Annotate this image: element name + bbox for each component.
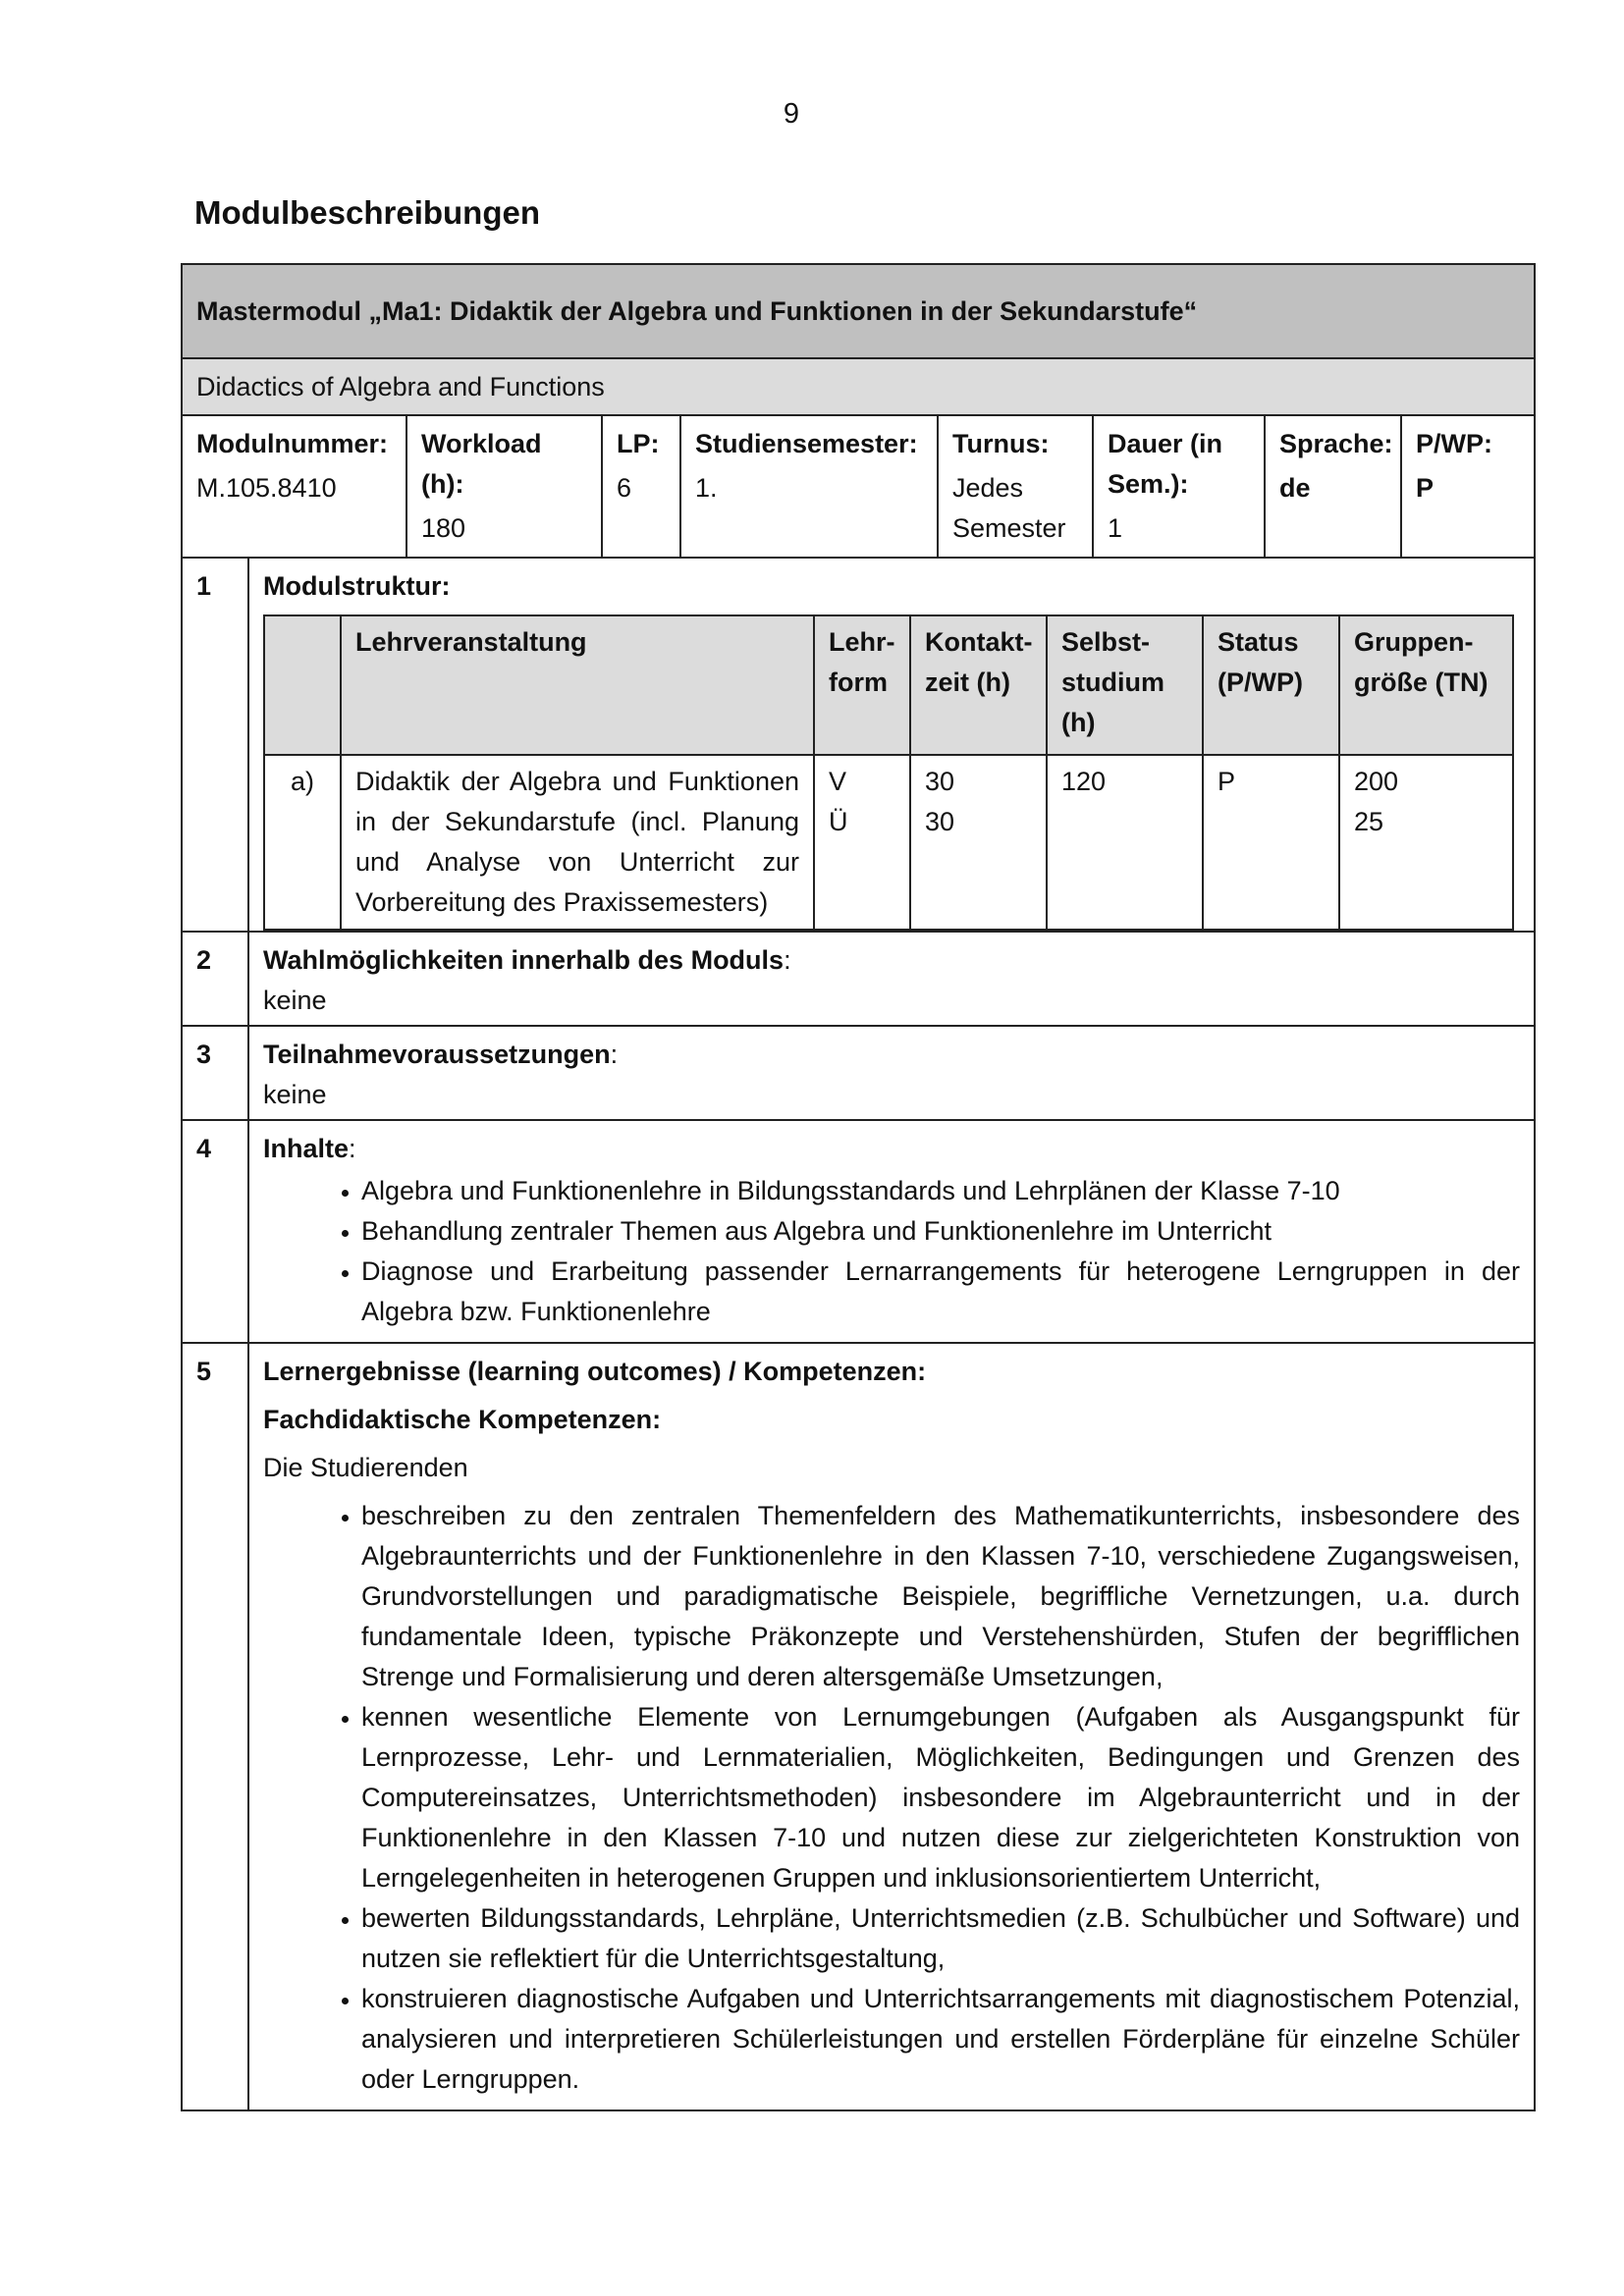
- module-description: [181, 263, 1534, 2111]
- module-subtitle: Didactics of Algebra and Functions: [182, 358, 1535, 415]
- list-item: • kennen wesentliche Elemente von Lernumgebungen (Aufgaben als Ausgangspunkt für Lernprozesse, Lehr- und Lernmaterialien, Möglichkeiten, Bedingungen und Grenzen des Computereinsatzes, Unterrichtsmethoden) insbesondere im Algebraunterricht und in der Funktionenlehre in den Klassen 7-10 und nutzen diese zur zielgerichteten Konstruktion von Lerngelegenheiten in heterogenen Gruppen und inklusionsorientiertem Unterricht,: [361, 1697, 1520, 1898]
- list-item: • Diagnose und Erarbeitung passender Lernarrangements für heterogene Lerngruppen in der Algebra bzw. Funktionenlehre: [361, 1252, 1520, 1332]
- meta-lp: [602, 416, 680, 557]
- list-item: • konstruieren diagnostische Aufgaben und Unterrichtsarrangements mit diagnostischem Potenzial, analysieren und interpretieren Schülerleistungen und erstellen Förderpläne für einzelne Schüler oder Lerngruppen.: [361, 1979, 1520, 2100]
- pwp-value: P: [1416, 473, 1435, 503]
- list-item: • Algebra und Funktionenlehre in Bildungsstandards und Lehrplänen der Klasse 7-10: [361, 1171, 1520, 1211]
- header-gruppe: Gruppen-größe (TN): [1339, 615, 1513, 755]
- section-4-list: [263, 1171, 1520, 1332]
- header-lehrveranstaltung: Lehrveranstaltung: [341, 615, 814, 755]
- section-5-sublabel: Fachdidaktische Kompetenzen:: [263, 1405, 662, 1434]
- meta-pwp: [1401, 416, 1536, 557]
- section-5-list: [263, 1496, 1520, 2100]
- meta-turnus: [938, 416, 1093, 557]
- section-3-label: Teilnahmevoraussetzungen: [263, 1040, 611, 1069]
- section-2-number: 2: [182, 932, 248, 1026]
- row-id: a): [264, 755, 341, 930]
- row-lehrform-2: Ü: [829, 807, 848, 836]
- dauer-label: Dauer (in Sem.):: [1108, 429, 1223, 499]
- workload-value: 180: [421, 513, 466, 543]
- meta-sprache: [1265, 416, 1401, 557]
- turnus-value: Jedes Semester: [952, 473, 1066, 543]
- section-4-colon: :: [349, 1134, 356, 1163]
- section-2-label: Wahlmöglichkeiten innerhalb des Moduls: [263, 945, 785, 975]
- list-item: • Behandlung zentraler Themen aus Algebra und Funktionenlehre im Unterricht: [361, 1211, 1520, 1252]
- row-gruppe-1: 200: [1354, 767, 1399, 796]
- page-number: 9: [783, 98, 800, 130]
- section-3-value: keine: [263, 1080, 327, 1109]
- module-title: Mastermodul „Ma1: Didaktik der Algebra und Funktionen in der Sekundarstufe“: [182, 264, 1535, 358]
- meta-semester: [680, 416, 938, 557]
- meta-dauer: [1093, 416, 1265, 557]
- section-5-intro: Die Studierenden: [263, 1453, 468, 1482]
- section-3-number: 3: [182, 1026, 248, 1120]
- section-2-colon: :: [784, 945, 791, 975]
- semester-value: 1.: [695, 473, 718, 503]
- row-name: Didaktik der Algebra und Funktionen in der Sekundarstufe (incl. Planung und Analyse von Unterricht zur Vorbereitung des Praxissemesters): [341, 755, 814, 930]
- modulnummer-label: Modulnummer:: [196, 429, 388, 458]
- section-2-value: keine: [263, 986, 327, 1015]
- sprache-value: de: [1279, 473, 1311, 503]
- section-1-number: 1: [182, 558, 248, 932]
- workload-label: Workload (h):: [421, 429, 542, 499]
- turnus-label: Turnus:: [952, 429, 1050, 458]
- list-item: • bewerten Bildungsstandards, Lehrpläne, Unterrichtsmedien (z.B. Schulbücher und Software) und nutzen sie reflektiert für die Unterrichtsgestaltung,: [361, 1898, 1520, 1979]
- module-meta: [183, 416, 1536, 557]
- module-table: [181, 263, 1536, 2111]
- list-item: • beschreiben zu den zentralen Themenfeldern des Mathematikunterrichts, insbesondere des Algebraunterrichts und der Funktionenlehre in den Klassen 7-10, verschiedene Zugangsweisen, Grundvorstellungen und paradigmatische Beispiele, begriffliche Vernetzungen, u.a. durch fundamentale Ideen, typische Präkonzepte und Verstehenshürden, Stufen der begrifflichen Strenge und Formalisierung und deren altersgemäße Umsetzungen,: [361, 1496, 1520, 1697]
- section-4-number: 4: [182, 1120, 248, 1343]
- row-kontakt-2: 30: [925, 807, 955, 836]
- section-3-colon: :: [610, 1040, 619, 1069]
- row-status: P: [1203, 755, 1339, 930]
- pwp-label: P/WP:: [1416, 429, 1492, 458]
- section-5-number: 5: [182, 1343, 248, 2110]
- section-5-label: Lernergebnisse (learning outcomes) / Kompetenzen:: [263, 1357, 927, 1386]
- lp-label: LP:: [617, 429, 660, 458]
- page-heading: Modulbeschreibungen: [194, 194, 541, 231]
- row-lehrform-1: V: [829, 767, 847, 796]
- header-lehrform: Lehr-form: [814, 615, 910, 755]
- semester-label: Studiensemester:: [695, 429, 918, 458]
- lp-value: 6: [617, 473, 632, 503]
- row-gruppe-2: 25: [1354, 807, 1384, 836]
- row-selbst: 120: [1047, 755, 1203, 930]
- section-1-label: Modulstruktur:: [263, 571, 451, 601]
- modulnummer-value: M.105.8410: [196, 473, 337, 503]
- section-4-label: Inhalte: [263, 1134, 350, 1163]
- meta-modulnummer: [183, 416, 406, 557]
- header-selbststudium: Selbst-studium (h): [1047, 615, 1203, 755]
- header-status: Status (P/WP): [1203, 615, 1339, 755]
- table-row: [264, 755, 1513, 930]
- meta-workload: [406, 416, 602, 557]
- sprache-label: Sprache:: [1279, 429, 1393, 458]
- header-kontaktzeit: Kontakt-zeit (h): [910, 615, 1047, 755]
- module-structure-table: [263, 614, 1514, 931]
- row-kontakt-1: 30: [925, 767, 955, 796]
- dauer-value: 1: [1108, 513, 1123, 543]
